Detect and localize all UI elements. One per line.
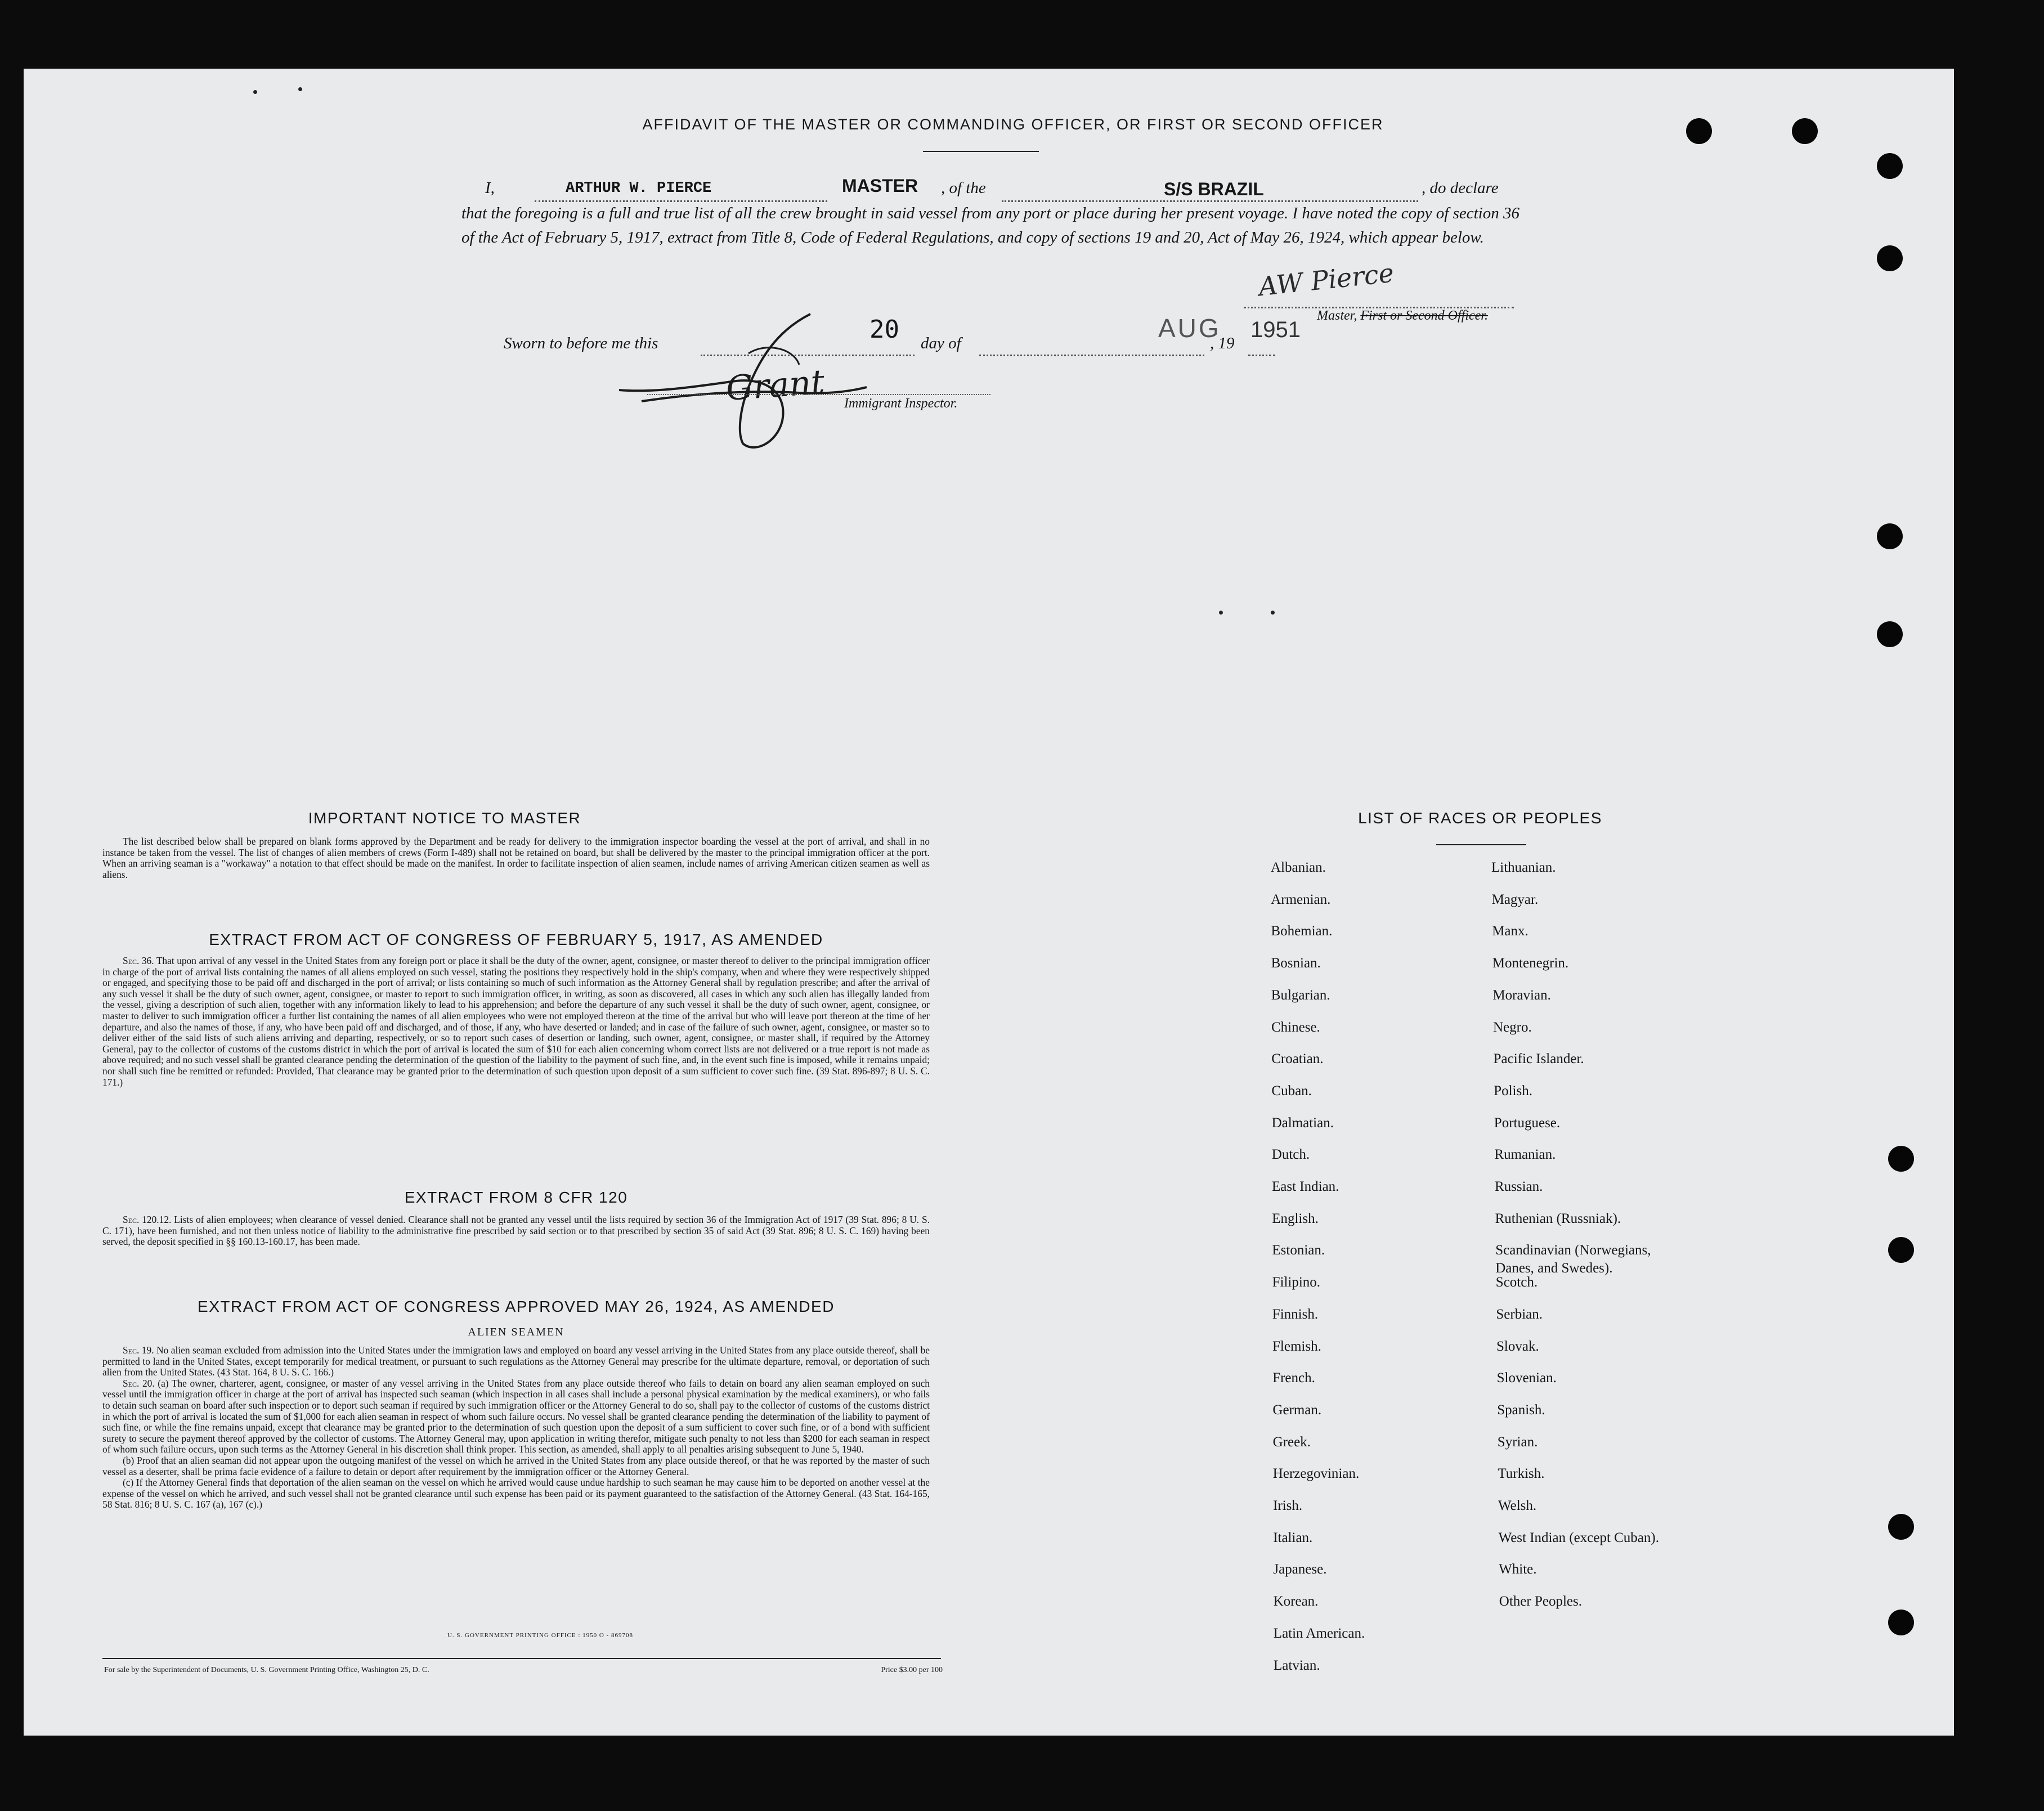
- master-officer-caption: [1317, 308, 1488, 324]
- race-item: Irish.: [1273, 1498, 1303, 1513]
- race-item: Russian.: [1495, 1179, 1543, 1194]
- punch-hole: [1877, 523, 1903, 549]
- race-item: Scandinavian (Norwegians, Danes, and Swedes).: [1495, 1243, 1651, 1276]
- race-item: Polish.: [1494, 1083, 1532, 1099]
- race-item: Scotch.: [1495, 1275, 1538, 1290]
- notice-text: The list described below shall be prepared on blank forms approved by the Department and be ready for delivery to the immigration inspector boarding the vessel at the port of arrival, and shall in no instance be taken from the vessel. The list of changes of alien members of crews (Form I-489) shall not be retained on board, but shall be delivered by the master to the principal immigration officer at the port. When an arriving seaman is a "workaway" a notation to that effect should be made on the manifest. In order to facilitate inspection of alien seamen, include names of arriving American citizen seamen as well as aliens.: [102, 836, 930, 880]
- day-of-label: day of: [921, 334, 961, 352]
- notice-title: IMPORTANT NOTICE TO MASTER: [308, 809, 581, 827]
- vessel-name: S/S BRAZIL: [1164, 179, 1264, 199]
- punch-hole: [1686, 118, 1712, 144]
- race-item: Flemish.: [1272, 1338, 1321, 1354]
- sworn-month: AUG: [1158, 313, 1221, 343]
- race-item: Montenegrin.: [1492, 956, 1569, 971]
- extract-1917-text: [102, 956, 930, 1088]
- extract-1917-title: EXTRACT FROM ACT OF CONGRESS OF FEBRUARY 5, 1917, AS AMENDED: [209, 931, 823, 948]
- race-item: Latvian.: [1274, 1657, 1320, 1673]
- speck: [1271, 611, 1275, 615]
- section-120-12-body: Lists of alien employees; when clearance of vessel denied. Clearance shall not be granted any vessel until the lists required by section 36 of the Immigration Act of 1917 (39 Stat. 896; 8 U. S. C. 171), have been furnished, and not then unless notice of liability to the administrative fine prescribed by said section or to that prescribed by section 35 of said Act (39 Stat. 896; 8 U. S. C. 169) having been served, the deposit specified in §§ 160.13-160.17, has been made.: [102, 1214, 930, 1248]
- speck: [298, 87, 302, 91]
- section-20a-paragraph: [102, 1378, 930, 1455]
- punch-hole: [1877, 621, 1903, 647]
- extract-1924-title: EXTRACT FROM ACT OF CONGRESS APPROVED MAY 26, 1924, AS AMENDED: [198, 1298, 835, 1315]
- race-item: Dalmatian.: [1271, 1115, 1334, 1131]
- section-120-12-label: Sec. 120.12.: [123, 1214, 172, 1225]
- race-item: Welsh.: [1498, 1498, 1537, 1513]
- speck: [1219, 611, 1223, 615]
- race-item: Syrian.: [1497, 1434, 1538, 1450]
- race-item: Slovenian.: [1496, 1370, 1557, 1386]
- gpo-imprint: U. S. GOVERNMENT PRINTING OFFICE : 1950 O - 869708: [447, 1632, 633, 1639]
- race-item: Estonian.: [1272, 1243, 1325, 1258]
- race-item: Ruthenian (Russniak).: [1495, 1211, 1621, 1226]
- race-item: German.: [1272, 1402, 1322, 1418]
- race-item: Bohemian.: [1271, 924, 1333, 939]
- officer-rank: MASTER: [842, 176, 918, 196]
- footer-rule: [102, 1658, 941, 1659]
- race-item: Bosnian.: [1271, 956, 1321, 971]
- race-item: Dutch.: [1271, 1147, 1310, 1163]
- section-20c-paragraph: (c) If the Attorney General finds that deportation of the alien seaman on the vessel on which he arrived would cause undue hardship to such seaman he may cause him to be deported on another vessel at the expense of the vessel on which he arrived, and such vessel shall not be granted clearance until such expense has been paid or its payment guaranteed to the satisfaction of the Attorney General. (43 Stat. 164-165, 58 Stat. 816; 8 U. S. C. 167 (a), 167 (c).): [102, 1477, 930, 1510]
- race-item: Cuban.: [1271, 1083, 1312, 1099]
- section-36-body: That upon arrival of any vessel in the United States from any foreign port or place it shall be the duty of the owner, agent, consignee, or master thereof to deliver to the principal immigration officer in charge of the port of arrival lists containing the names of all aliens employed on such vessel, stating the positions they respectively hold in the ship's company, when and where they were respectively shipped or engaged, and specifying those to be paid off and discharged in the port of arrival; or lists containing so much of such information as the Attorney General shall by regulation prescribe; and after the arrival of any such vessel it shall be the duty of such owner, agent, consignee, or master to report to such immigration officer, in writing, as soon as discovered, all cases in which any such alien has illegally landed from the vessel, giving a description of such alien, together with any information likely to lead to his apprehension; and before the departure of any such vessel it shall be the duty of such owner, agent, consignee, or master to deliver to such immigration officer a further list containing the names of all alien employees who were not employed thereon at the time of the arrival but who will leave port thereon at the time of her departure, and also the names of those, if any, who have been paid off and discharged, and of those, if any, who have deserted or landed; and in case of the failure of such owner, agent, consignee, or master so to deliver either of the said lists of such aliens arriving and departing, respectively, or so to report such cases of desertion or landing, such owner, agent, consignee, or master shall, if required by the Attorney General, pay to the collector of customs of the customs district in which the port of arrival is located the sum of $10 for each alien concerning whom correct lists are not delivered or a true report is not made as above required; and no such vessel shall be granted clearance pending the determination of the question of the liability to the payment of such fine, and, in the event such fine is imposed, while it remains unpaid; nor shall such fine be remitted or refunded: Provided, That clearance may be granted prior to the determination of such question upon deposit of a sum sufficient to cover such fine. (39 Stat. 896-897; 8 U. S. C. 171.): [102, 955, 930, 1088]
- race-item: Pacific Islander.: [1493, 1051, 1584, 1067]
- section-20a-body: (a) The owner, charterer, agent, consignee, or master of any vessel arriving in the United States from any place outside thereof who fails to detain on board any alien seaman employed on such vessel until the immigration officer in charge at the port of arrival has inspected such seaman (which inspection in all cases shall include a personal physical examination by the medical examiners), or who fails to detain such seaman on board after such inspection or to deport such seaman if required by such immigration officer or the Attorney General to do so, shall pay to the collector of customs of the customs district in which the port of arrival is located the sum of $1,000 for each alien seaman in respect of whom such failure occurs. No vessel shall be granted clearance pending the determination of the liability to payment of such fine, or while the fine remains unpaid, except that clearance may be granted prior to the determination of such question upon the deposit of a sum sufficient to cover such fine, or of a bond with sufficient surety to secure the payment thereof approved by the collector of customs. The Attorney General may, upon application in writing therefor, mitigate such penalty to not less than $200 for each seaman in respect of whom such failure occurs, upon such terms as the Attorney General in his discretion shall think proper. This section, as amended, shall apply to all penalties arising subsequent to June 5, 1940.: [102, 1377, 930, 1455]
- section-19-label: Sec. 19.: [123, 1344, 154, 1356]
- section-19-paragraph: [102, 1345, 930, 1378]
- punch-hole: [1888, 1514, 1914, 1540]
- section-19-body: No alien seaman excluded from admission into the United States under the immigration laws and employed on board any vessel arriving in the United States from any place outside thereof, shall be permitted to land in the United States, except temporarily for medical treatment, or pursuant to such regulations as the Attorney General may prescribe for the ultimate departure, removal, or deportation of such alien from the United States. (43 Stat. 164, 8 U. S. C. 166.): [102, 1344, 930, 1378]
- master-name: ARTHUR W. PIERCE: [566, 180, 712, 197]
- race-item: Herzegovinian.: [1272, 1466, 1360, 1482]
- punch-hole: [1792, 118, 1818, 144]
- footer: [104, 1666, 943, 1675]
- do-declare-label: , do declare: [1422, 179, 1499, 197]
- extract-1924-text: [102, 1345, 930, 1510]
- race-item: Japanese.: [1273, 1562, 1327, 1577]
- race-item: Filipino.: [1272, 1275, 1321, 1290]
- alien-seamen-subtitle: ALIEN SEAMEN: [468, 1326, 564, 1338]
- race-item: Serbian.: [1496, 1306, 1543, 1322]
- race-item: Manx.: [1492, 924, 1528, 939]
- race-item: Rumanian.: [1494, 1147, 1556, 1163]
- race-item: East Indian.: [1272, 1179, 1339, 1194]
- punch-hole: [1877, 153, 1903, 179]
- punch-hole: [1888, 1610, 1914, 1635]
- races-title: LIST OF RACES OR PEOPLES: [1358, 809, 1602, 827]
- race-item: West Indian (except Cuban).: [1498, 1530, 1659, 1545]
- race-item: Latin American.: [1273, 1625, 1365, 1641]
- punch-hole: [1888, 1146, 1914, 1172]
- race-item: English.: [1272, 1211, 1319, 1226]
- footer-sale-notice: For sale by the Superintendent of Documents, U. S. Government Printing Office, Washington 25, D. C.: [104, 1666, 429, 1674]
- footer-price: Price $3.00 per 100: [881, 1666, 943, 1674]
- race-item: Other Peoples.: [1499, 1594, 1582, 1610]
- punch-hole: [1888, 1237, 1914, 1263]
- affidavit-title: AFFIDAVIT OF THE MASTER OR COMMANDING OFFICER, OR FIRST OR SECOND OFFICER: [642, 116, 1384, 133]
- race-item: Portuguese.: [1494, 1115, 1561, 1131]
- race-item: Greek.: [1272, 1434, 1311, 1450]
- race-item: Lithuanian.: [1491, 860, 1556, 875]
- punch-hole: [1877, 245, 1903, 271]
- race-item: Moravian.: [1492, 987, 1551, 1003]
- inspector-title: Immigrant Inspector.: [844, 396, 958, 411]
- declarant-i-label: I,: [485, 179, 495, 197]
- struck-officer-text: First or Second Officer.: [1360, 308, 1488, 323]
- section-36-label: Sec. 36.: [123, 955, 154, 966]
- title-underline: [923, 151, 1039, 152]
- race-item: Magyar.: [1491, 891, 1539, 907]
- section-20-label: Sec. 20.: [123, 1377, 155, 1389]
- race-item: Korean.: [1273, 1594, 1319, 1610]
- races-title-underline: [1436, 844, 1526, 845]
- sworn-label: Sworn to before me this: [504, 334, 658, 352]
- race-item: Italian.: [1273, 1530, 1313, 1545]
- race-item: Turkish.: [1498, 1466, 1545, 1482]
- race-item: White.: [1499, 1562, 1537, 1577]
- master-caption-prefix: Master,: [1317, 308, 1361, 323]
- sworn-day: 20: [869, 315, 899, 344]
- race-item: Albanian.: [1271, 860, 1326, 875]
- speck: [253, 90, 257, 94]
- race-item: Chinese.: [1271, 1019, 1320, 1035]
- master-signature: AW Pierce: [1257, 257, 1396, 302]
- year-prefix: , 19: [1210, 334, 1235, 352]
- race-item: Slovak.: [1496, 1338, 1539, 1354]
- race-item: Bulgarian.: [1271, 987, 1330, 1003]
- race-item: Negro.: [1493, 1019, 1532, 1035]
- section-20b-paragraph: (b) Proof that an alien seaman did not appear upon the outgoing manifest of the vessel on which he arrived in the United States from any place outside thereof, or that he was reported by the master of such vessel as a deserter, shall be prima facie evidence of a failure to detain or deport after requirement by the immigration officer or the Attorney General.: [102, 1454, 930, 1477]
- sworn-year: 1951: [1250, 317, 1301, 342]
- race-item: Spanish.: [1497, 1402, 1545, 1418]
- inspector-signature: Grant: [724, 362, 826, 409]
- extract-cfr-text: [102, 1214, 930, 1248]
- extract-cfr-title: EXTRACT FROM 8 CFR 120: [404, 1189, 628, 1206]
- race-item: Armenian.: [1271, 891, 1331, 907]
- race-item: French.: [1272, 1370, 1315, 1386]
- of-the-label: , of the: [941, 179, 986, 197]
- race-item: Finnish.: [1272, 1306, 1319, 1322]
- race-item: Croatian.: [1271, 1051, 1324, 1067]
- declaration-text: that the foregoing is a full and true list of all the crew brought in said vessel from any port or place during her present voyage. I have noted the copy of section 36 of the Act of February 5, 1917, extract from Title 8, Code of Federal Regulations, and copy of sections 19 and 20, Act of May 26, 1924, which appear below.: [461, 204, 1519, 246]
